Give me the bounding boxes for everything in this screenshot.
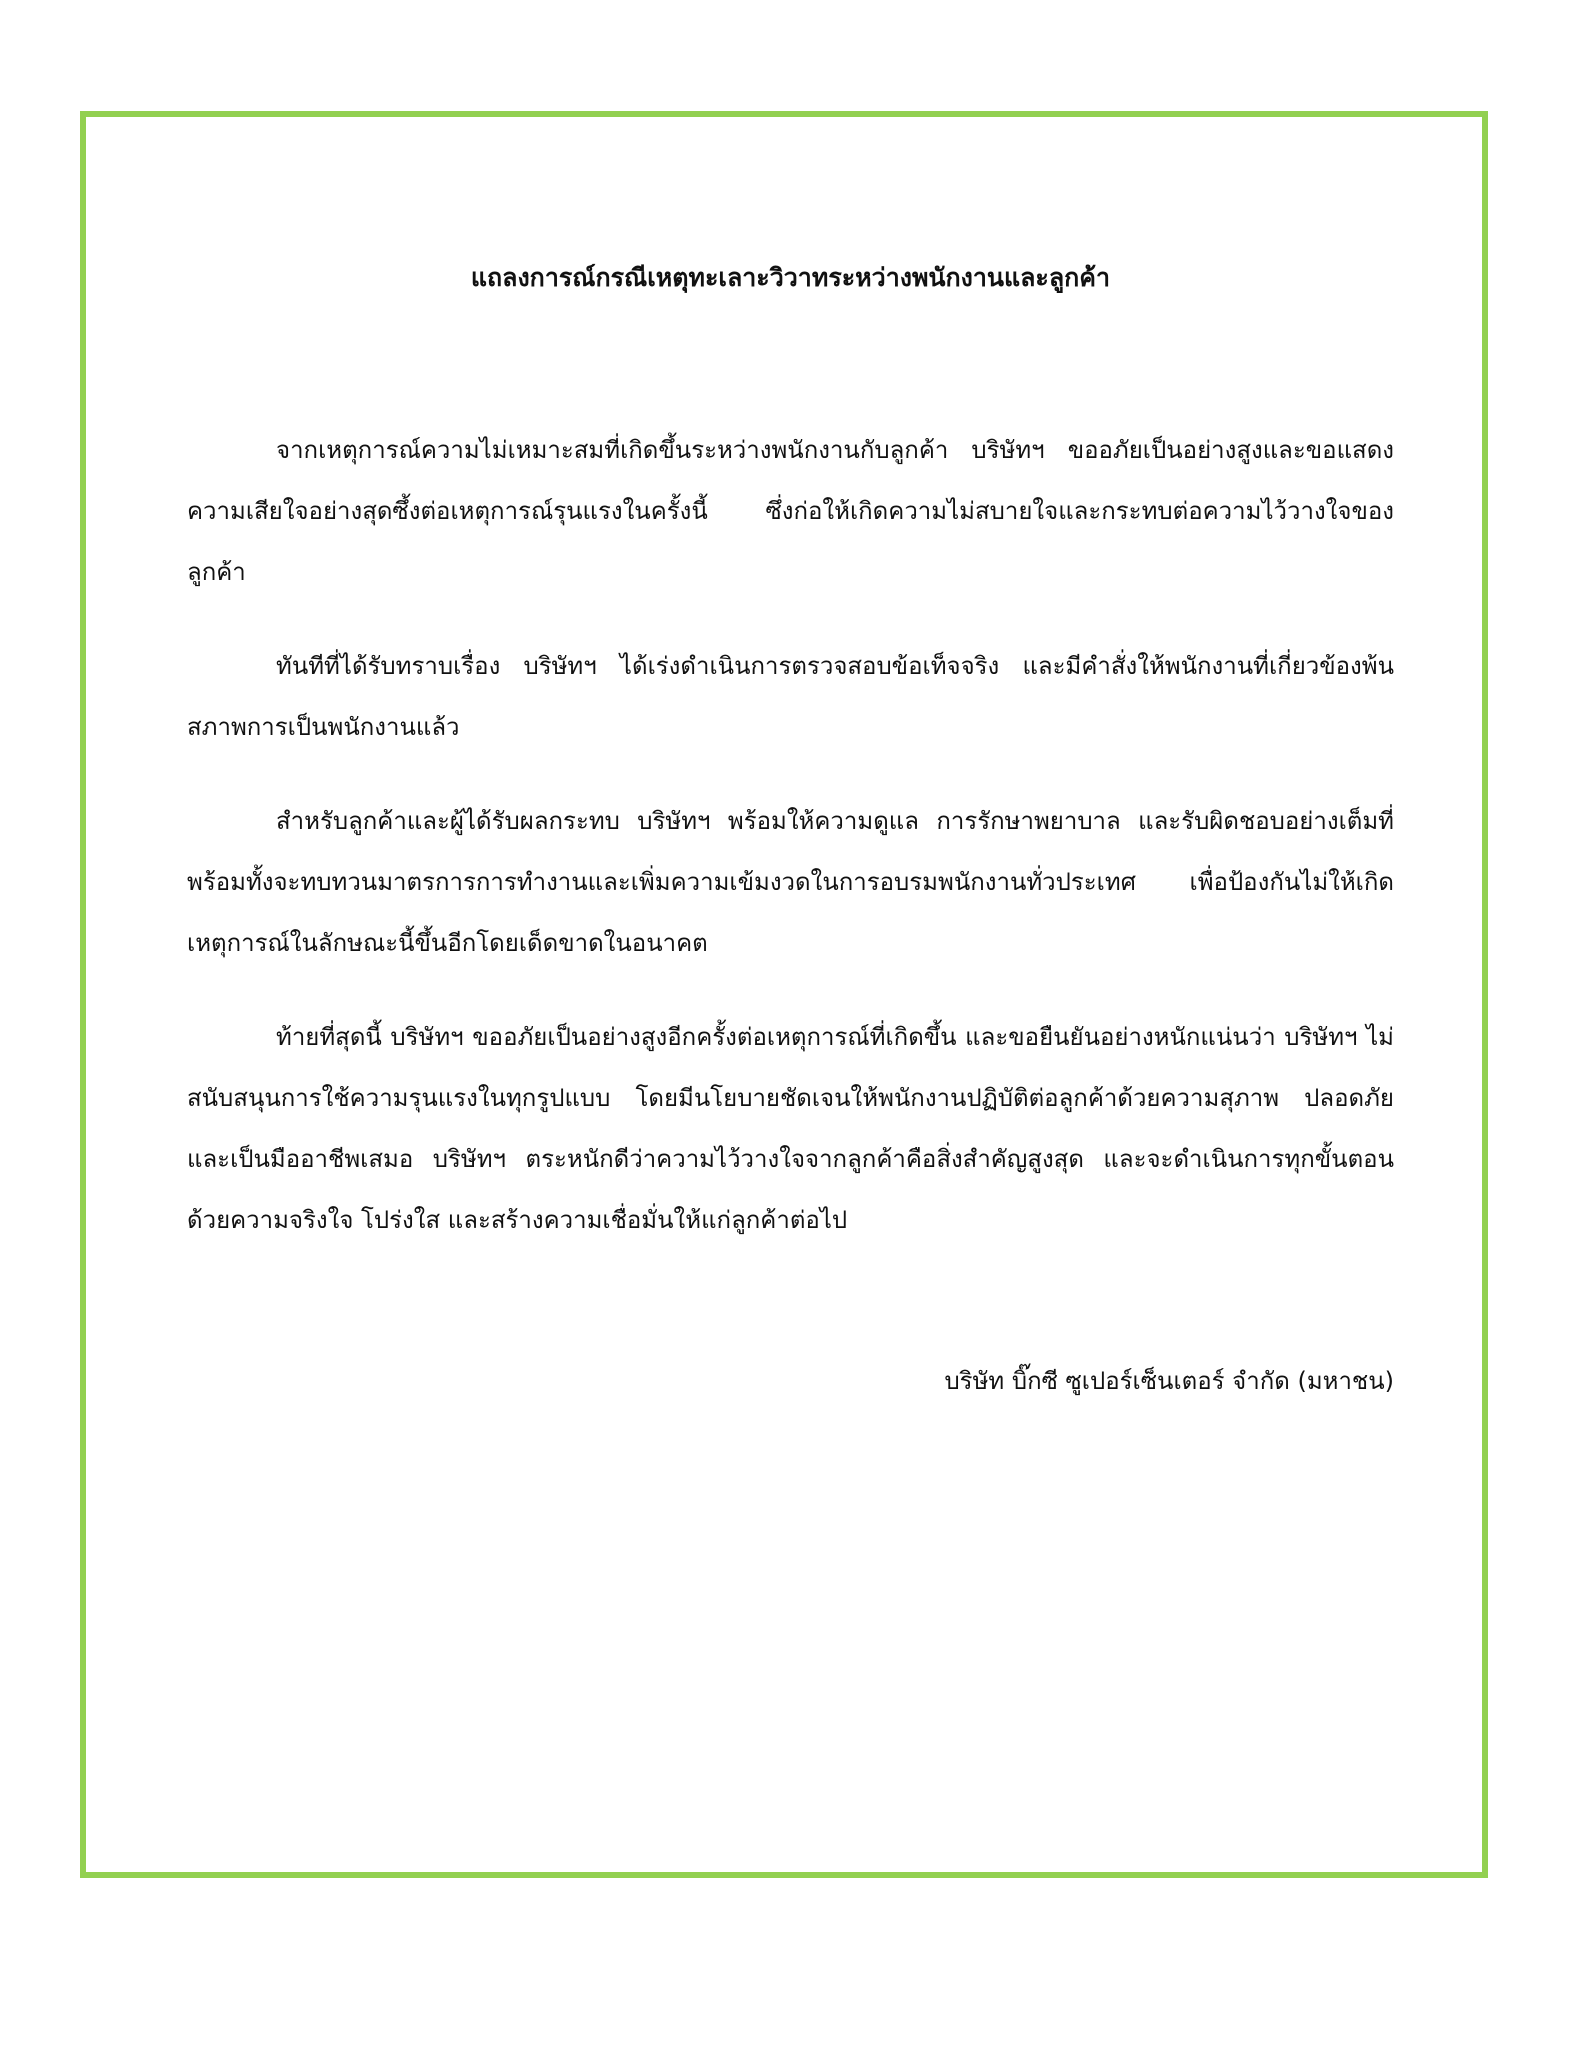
- paragraph-action-taken: ทันทีที่ได้รับทราบเรื่อง บริษัทฯ ได้เร่งดำเนินการตรวจสอบข้อเท็จจริง และมีคำสั่งให้พนักงานที่เกี่ยวข้องพ้นสภาพการเป็นพนักงานแล้ว: [187, 652, 1394, 741]
- paragraph-care-and-measures: สำหรับลูกค้าและผู้ได้รับผลกระทบ บริษัทฯ พร้อมให้ความดูแล การรักษาพยาบาล และรับผิดชอบอย่างเต็มที่ พร้อมทั้งจะทบทวนมาตรการการทำงานและเพิ่มความเข้มงวดในการอบรมพนักงานทั่วประเทศ เพื่อป้องกันไม่ให้เกิดเหตุการณ์ในลักษณะนี้ขึ้นอีกโดยเด็ดขาดในอนาคต: [187, 807, 1394, 957]
- company-signature: บริษัท บิ๊กซี ซูเปอร์เซ็นเตอร์ จำกัด (มหาชน): [944, 1367, 1394, 1395]
- statement-title: แถลงการณ์กรณีเหตุทะเลาะวิวาทระหว่างพนักงานและลูกค้า: [470, 263, 1111, 292]
- statement-body: [187, 258, 1394, 1401]
- paragraph-apology: จากเหตุการณ์ความไม่เหมาะสมที่เกิดขึ้นระหว่างพนักงานกับลูกค้า บริษัทฯ ขออภัยเป็นอย่างสูงและขอแสดงความเสียใจอย่างสุดซึ้งต่อเหตุการณ์รุนแรงในครั้งนี้ ซึ่งก่อให้เกิดความไม่สบายใจและกระทบต่อความไว้วางใจของลูกค้า: [187, 436, 1394, 586]
- paragraph-closing: ท้ายที่สุดนี้ บริษัทฯ ขออภัยเป็นอย่างสูงอีกครั้งต่อเหตุการณ์ที่เกิดขึ้น และขอยืนยันอย่างหนักแน่นว่า บริษัทฯ ไม่สนับสนุนการใช้ความรุนแรงในทุกรูปแบบ โดยมีนโยบายชัดเจนให้พนักงานปฏิบัติต่อลูกค้าด้วยความสุภาพ ปลอดภัย และเป็นมืออาชีพเสมอ บริษัทฯ ตระหนักดีว่าความไว้วางใจจากลูกค้าคือสิ่งสำคัญสูงสุด และจะดำเนินการทุกขั้นตอนด้วยความจริงใจ โปร่งใส และสร้างความเชื่อมั่นให้แก่ลูกค้าต่อไป: [187, 1023, 1394, 1234]
